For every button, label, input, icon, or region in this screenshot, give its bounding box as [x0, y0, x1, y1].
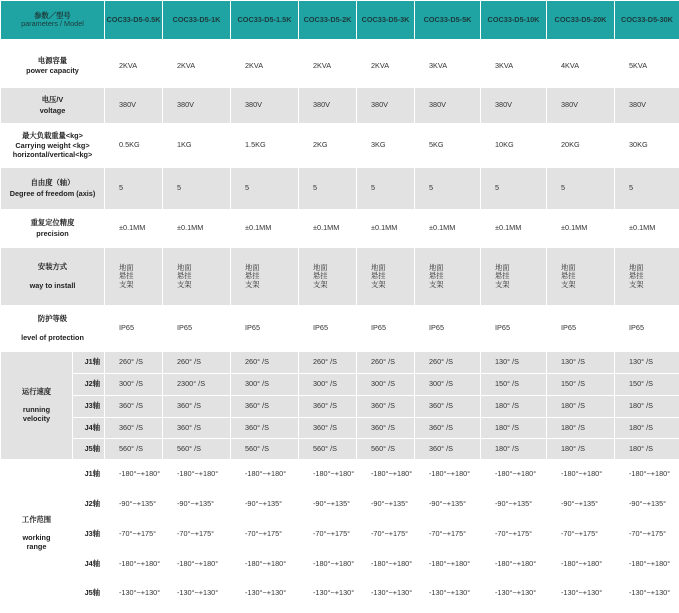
install-bracket: 支架: [245, 279, 260, 289]
value-cell: -70°~+175°: [481, 520, 547, 550]
value-cell: -70°~+175°: [415, 520, 481, 550]
value-cell: 180° /S: [481, 418, 547, 439]
row-range-j1: [1, 460, 679, 490]
value-cell: -180°~+180°: [299, 550, 357, 580]
value-cell: ±0.1MM: [231, 210, 299, 248]
install-floor: 地面: [495, 262, 510, 272]
value-cell: 380V: [481, 88, 547, 124]
header-model: COC33-D5-5K: [415, 1, 481, 40]
header-model: COC33-D5-3K: [357, 1, 415, 40]
value-cell: -70°~+175°: [163, 520, 231, 550]
header-parameters: [1, 1, 105, 40]
row-range-j5: [1, 580, 679, 608]
install-floor: 地面: [313, 262, 328, 272]
value-cell: 260° /S: [163, 352, 231, 374]
value-cell: ±0.1MM: [163, 210, 231, 248]
value-cell: 380V: [615, 88, 679, 124]
value-cell: -90°~+135°: [105, 490, 163, 520]
install-hang: 悬挂: [629, 271, 644, 281]
value-cell: 4KVA: [547, 45, 615, 88]
header-model: COC33-D5-1.5K: [231, 1, 299, 40]
value-cell: [615, 248, 679, 306]
value-cell: 180° /S: [615, 396, 679, 418]
header-parameters-cn: 参数／型号: [34, 10, 71, 20]
value-cell: -180°~+180°: [615, 550, 679, 580]
value-cell: 3KVA: [481, 45, 547, 88]
axis-label: J1轴: [73, 460, 105, 490]
value-cell: ±0.1MM: [615, 210, 679, 248]
label-cn: 电压/V: [41, 95, 64, 105]
row-level-of-protection: [1, 306, 679, 352]
value-cell: IP65: [481, 306, 547, 352]
value-cell: IP65: [615, 306, 679, 352]
value-cell: 2KG: [299, 124, 357, 168]
value-cell: -180°~+180°: [415, 550, 481, 580]
value-cell: 2KVA: [231, 45, 299, 88]
value-cell: -180°~+180°: [105, 460, 163, 490]
value-cell: 5: [163, 168, 231, 210]
value-cell: 360° /S: [231, 418, 299, 439]
value-cell: IP65: [163, 306, 231, 352]
value-cell: [547, 248, 615, 306]
label-en: working: [22, 533, 51, 543]
row-precision: [1, 210, 679, 248]
value-cell: 2KVA: [357, 45, 415, 88]
label-en: precision: [36, 228, 69, 238]
label-cn: 电源容量: [37, 55, 68, 65]
value-cell: 360° /S: [163, 396, 231, 418]
value-cell: 2KVA: [105, 45, 163, 88]
value-cell: -70°~+175°: [615, 520, 679, 550]
value-cell: -130°~+130°: [415, 580, 481, 608]
value-cell: 180° /S: [547, 439, 615, 460]
install-floor: 地面: [119, 262, 134, 272]
value-cell: 260° /S: [105, 352, 163, 374]
value-cell: 380V: [299, 88, 357, 124]
row-range-j2: [1, 490, 679, 520]
label-way-to-install: [1, 248, 105, 306]
value-cell: 130° /S: [547, 352, 615, 374]
value-cell: 380V: [547, 88, 615, 124]
label-en: power capacity: [26, 66, 79, 75]
axis-label: J5轴: [73, 439, 105, 460]
value-cell: -180°~+180°: [481, 550, 547, 580]
axis-label: J4轴: [73, 550, 105, 580]
value-cell: -180°~+180°: [357, 550, 415, 580]
row-way-to-install: [1, 248, 679, 306]
label-carrying-weight: [1, 124, 105, 168]
value-cell: 300° /S: [231, 374, 299, 396]
header-parameters-en: parameters / Model: [21, 19, 84, 28]
install-floor: 地面: [177, 262, 192, 272]
header-model: COC33-D5-0.5K: [105, 1, 163, 40]
install-floor: 地面: [245, 262, 260, 272]
value-cell: ±0.1MM: [547, 210, 615, 248]
value-cell: -70°~+175°: [299, 520, 357, 550]
value-cell: 150° /S: [615, 374, 679, 396]
value-cell: -70°~+175°: [357, 520, 415, 550]
row-power-capacity: [1, 45, 679, 88]
value-cell: -90°~+135°: [415, 490, 481, 520]
value-cell: -130°~+130°: [231, 580, 299, 608]
header-model: COC33-D5-10K: [481, 1, 547, 40]
value-cell: 260° /S: [415, 352, 481, 374]
value-cell: -130°~+130°: [547, 580, 615, 608]
label-en-2: range: [26, 541, 47, 551]
value-cell: -130°~+130°: [105, 580, 163, 608]
value-cell: 360° /S: [415, 439, 481, 460]
label-cn: 重复定位精度: [30, 218, 75, 228]
label-en-2: horizontal/vertical<kg>: [12, 149, 93, 159]
value-cell: -180°~+180°: [481, 460, 547, 490]
label-en-2: velocity: [22, 413, 51, 423]
value-cell: -90°~+135°: [547, 490, 615, 520]
value-cell: 2KVA: [299, 45, 357, 88]
value-cell: 260° /S: [231, 352, 299, 374]
value-cell: 300° /S: [105, 374, 163, 396]
value-cell: 3KG: [357, 124, 415, 168]
row-range-j3: [1, 520, 679, 550]
row-velocity-j4: [1, 418, 679, 439]
value-cell: 0.5KG: [105, 124, 163, 168]
label-cn: 自由度（轴）: [30, 178, 75, 188]
label-en: voltage: [39, 105, 66, 115]
header-model: COC33-D5-20K: [547, 1, 615, 40]
row-degree-of-freedom: [1, 168, 679, 210]
value-cell: -90°~+135°: [357, 490, 415, 520]
value-cell: 5: [481, 168, 547, 210]
row-voltage: [1, 88, 679, 124]
row-velocity-j1: [1, 352, 679, 374]
label-voltage: [1, 88, 105, 124]
value-cell: 10KG: [481, 124, 547, 168]
value-cell: 5: [357, 168, 415, 210]
value-cell: 180° /S: [547, 418, 615, 439]
install-bracket: 支架: [629, 279, 644, 289]
value-cell: 300° /S: [357, 374, 415, 396]
row-range-j4: [1, 550, 679, 580]
label-level-of-protection: [1, 306, 105, 352]
value-cell: 380V: [163, 88, 231, 124]
value-cell: 1.5KG: [231, 124, 299, 168]
header-row: [1, 1, 679, 40]
value-cell: 130° /S: [615, 352, 679, 374]
header-model: COC33-D5-30K: [615, 1, 679, 40]
install-hang: 悬挂: [561, 271, 576, 281]
value-cell: 3KVA: [415, 45, 481, 88]
value-cell: 180° /S: [615, 418, 679, 439]
label-cn: 工作范围: [21, 514, 52, 524]
value-cell: 560° /S: [357, 439, 415, 460]
install-hang: 悬挂: [495, 271, 510, 281]
value-cell: [357, 248, 415, 306]
value-cell: IP65: [299, 306, 357, 352]
row-carrying-weight: [1, 124, 679, 168]
row-velocity-j5: [1, 439, 679, 460]
value-cell: 360° /S: [415, 396, 481, 418]
install-hang: 悬挂: [313, 271, 328, 281]
value-cell: -180°~+180°: [547, 460, 615, 490]
value-cell: 180° /S: [481, 396, 547, 418]
install-hang: 悬挂: [245, 271, 260, 281]
value-cell: -90°~+135°: [163, 490, 231, 520]
value-cell: 360° /S: [163, 418, 231, 439]
value-cell: 360° /S: [231, 396, 299, 418]
axis-label: J2轴: [73, 490, 105, 520]
value-cell: ±0.1MM: [415, 210, 481, 248]
label-precision: [1, 210, 105, 248]
value-cell: 2300° /S: [163, 374, 231, 396]
value-cell: IP65: [415, 306, 481, 352]
value-cell: -90°~+135°: [481, 490, 547, 520]
value-cell: -180°~+180°: [415, 460, 481, 490]
install-bracket: 支架: [429, 279, 444, 289]
install-floor: 地面: [429, 262, 444, 272]
axis-label: J3轴: [73, 520, 105, 550]
value-cell: IP65: [547, 306, 615, 352]
value-cell: ±0.1MM: [357, 210, 415, 248]
value-cell: -180°~+180°: [231, 550, 299, 580]
value-cell: -180°~+180°: [357, 460, 415, 490]
install-bracket: 支架: [371, 279, 386, 289]
value-cell: -180°~+180°: [547, 550, 615, 580]
label-cn: 防护等级: [37, 314, 68, 324]
axis-label: J2轴: [73, 374, 105, 396]
value-cell: 260° /S: [299, 352, 357, 374]
label-cn: 最大负载重量<kg>: [22, 130, 83, 140]
value-cell: 300° /S: [415, 374, 481, 396]
value-cell: 360° /S: [415, 418, 481, 439]
value-cell: 300° /S: [299, 374, 357, 396]
value-cell: 380V: [105, 88, 163, 124]
value-cell: 150° /S: [547, 374, 615, 396]
label-cn: 安装方式: [37, 262, 68, 272]
label-power-capacity: [1, 45, 105, 88]
row-velocity-j2: [1, 374, 679, 396]
value-cell: ±0.1MM: [105, 210, 163, 248]
value-cell: 360° /S: [357, 418, 415, 439]
install-hang: 悬挂: [371, 271, 386, 281]
label-en: running: [22, 405, 51, 415]
value-cell: 560° /S: [299, 439, 357, 460]
value-cell: 180° /S: [481, 439, 547, 460]
value-cell: 360° /S: [299, 396, 357, 418]
axis-label: J3轴: [73, 396, 105, 418]
value-cell: 360° /S: [105, 396, 163, 418]
value-cell: IP65: [231, 306, 299, 352]
value-cell: 180° /S: [547, 396, 615, 418]
value-cell: [105, 248, 163, 306]
value-cell: 5: [615, 168, 679, 210]
value-cell: -130°~+130°: [481, 580, 547, 608]
axis-label: J5轴: [73, 580, 105, 608]
value-cell: -130°~+130°: [357, 580, 415, 608]
value-cell: 260° /S: [357, 352, 415, 374]
value-cell: 20KG: [547, 124, 615, 168]
value-cell: 380V: [357, 88, 415, 124]
value-cell: -180°~+180°: [231, 460, 299, 490]
axis-label: J4轴: [73, 418, 105, 439]
install-hang: 悬挂: [177, 271, 192, 281]
value-cell: -180°~+180°: [163, 550, 231, 580]
value-cell: 360° /S: [357, 396, 415, 418]
value-cell: -90°~+135°: [231, 490, 299, 520]
value-cell: ±0.1MM: [299, 210, 357, 248]
value-cell: [415, 248, 481, 306]
value-cell: 5: [299, 168, 357, 210]
install-hang: 悬挂: [119, 271, 134, 281]
value-cell: -180°~+180°: [163, 460, 231, 490]
axis-label: J1轴: [73, 352, 105, 374]
install-bracket: 支架: [495, 279, 510, 289]
header-model: COC33-D5-2K: [299, 1, 357, 40]
value-cell: 180° /S: [615, 439, 679, 460]
value-cell: [481, 248, 547, 306]
install-floor: 地面: [371, 262, 386, 272]
install-bracket: 支架: [561, 279, 576, 289]
value-cell: -90°~+135°: [299, 490, 357, 520]
value-cell: -130°~+130°: [615, 580, 679, 608]
value-cell: 360° /S: [105, 418, 163, 439]
value-cell: 5KVA: [615, 45, 679, 88]
value-cell: [231, 248, 299, 306]
value-cell: 380V: [415, 88, 481, 124]
value-cell: -70°~+175°: [105, 520, 163, 550]
label-en: Carrying weight <kg>: [15, 141, 90, 151]
value-cell: 560° /S: [231, 439, 299, 460]
value-cell: 560° /S: [163, 439, 231, 460]
value-cell: -70°~+175°: [547, 520, 615, 550]
label-cn: 运行速度: [21, 386, 52, 396]
value-cell: 1KG: [163, 124, 231, 168]
value-cell: IP65: [105, 306, 163, 352]
install-floor: 地面: [561, 262, 576, 272]
value-cell: 5: [231, 168, 299, 210]
label-degree-of-freedom: [1, 168, 105, 210]
install-bracket: 支架: [119, 279, 134, 289]
value-cell: -180°~+180°: [299, 460, 357, 490]
value-cell: 5: [547, 168, 615, 210]
label-en: level of protection: [21, 332, 84, 342]
value-cell: 560° /S: [105, 439, 163, 460]
header-model: COC33-D5-1K: [163, 1, 231, 40]
label-en: Degree of freedom (axis): [9, 188, 96, 198]
value-cell: 150° /S: [481, 374, 547, 396]
label-running-velocity: [1, 352, 73, 460]
install-bracket: 支架: [313, 279, 328, 289]
label-en: way to install: [29, 280, 76, 290]
value-cell: -130°~+130°: [299, 580, 357, 608]
value-cell: -180°~+180°: [105, 550, 163, 580]
label-working-range: [1, 460, 73, 608]
value-cell: 2KVA: [163, 45, 231, 88]
value-cell: 130° /S: [481, 352, 547, 374]
install-hang: 悬挂: [429, 271, 444, 281]
value-cell: 30KG: [615, 124, 679, 168]
value-cell: [163, 248, 231, 306]
value-cell: [299, 248, 357, 306]
value-cell: ±0.1MM: [481, 210, 547, 248]
value-cell: -70°~+175°: [231, 520, 299, 550]
row-velocity-j3: [1, 396, 679, 418]
install-floor: 地面: [629, 262, 644, 272]
value-cell: -180°~+180°: [615, 460, 679, 490]
value-cell: 5: [415, 168, 481, 210]
install-bracket: 支架: [177, 279, 192, 289]
value-cell: -130°~+130°: [163, 580, 231, 608]
value-cell: 5KG: [415, 124, 481, 168]
value-cell: 360° /S: [299, 418, 357, 439]
value-cell: IP65: [357, 306, 415, 352]
value-cell: 5: [105, 168, 163, 210]
value-cell: 380V: [231, 88, 299, 124]
value-cell: -90°~+135°: [615, 490, 679, 520]
